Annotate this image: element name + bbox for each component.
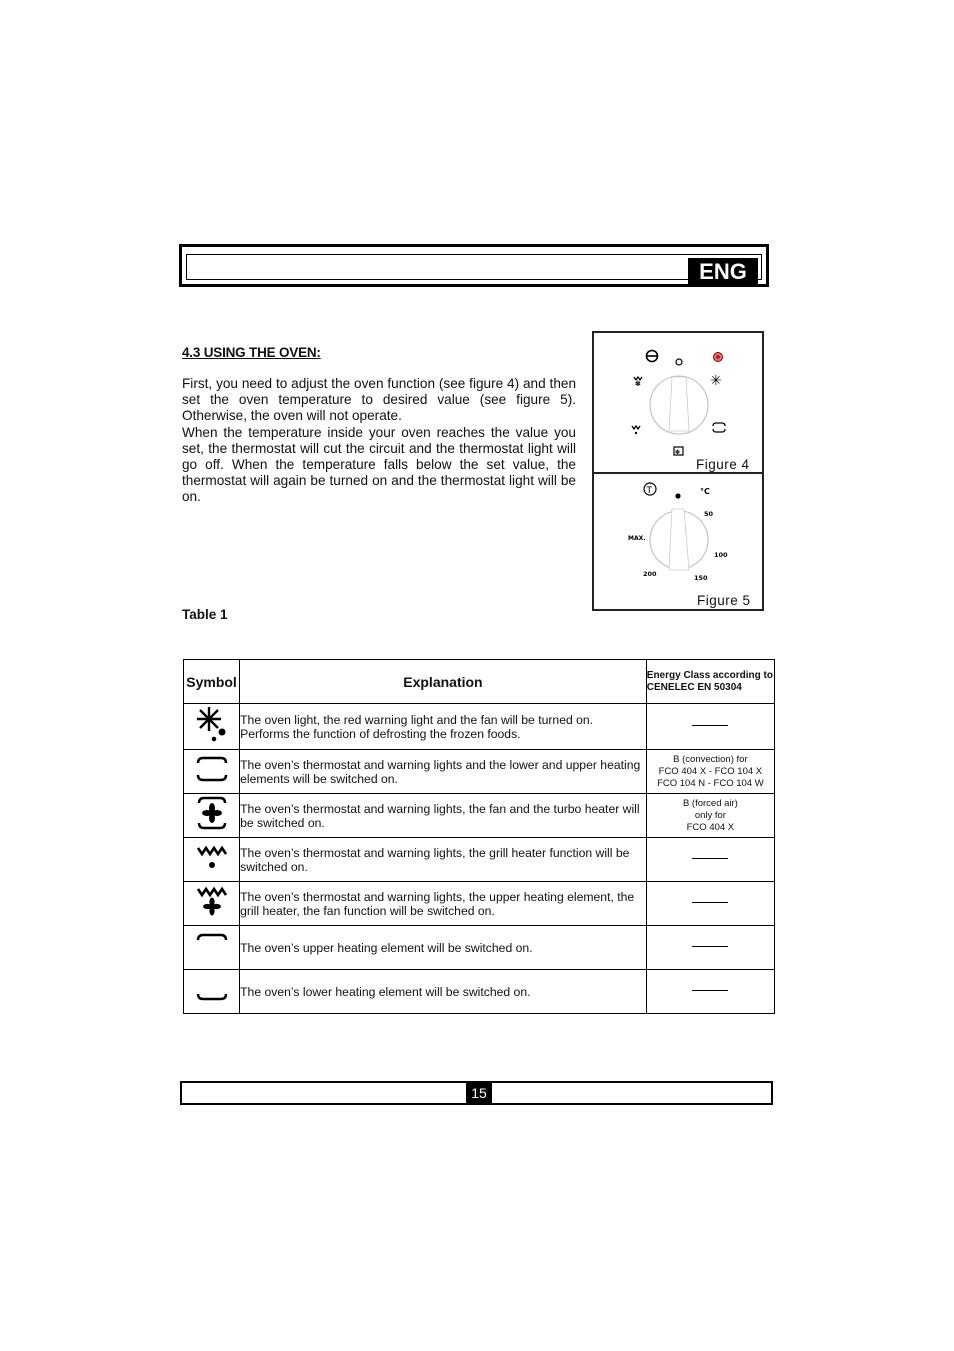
defrost-fan-icon xyxy=(194,704,230,744)
energy-line: B (forced air) xyxy=(682,797,738,809)
header-bar xyxy=(179,244,769,287)
light-off-icon xyxy=(647,351,658,362)
warning-light-icon xyxy=(714,353,723,362)
explanation-cell: The oven’s thermostat and warning lights, the upper heating element, the grill heater, the fan function will be switched on. xyxy=(240,882,647,926)
empty-dash xyxy=(692,858,728,859)
section-body xyxy=(182,376,576,506)
explanation-cell: The oven’s thermostat and warning lights, the fan and the turbo heater will be switched on. xyxy=(240,794,647,838)
energy-cell xyxy=(646,970,774,1014)
symbol-cell xyxy=(184,704,240,750)
energy-cell xyxy=(646,926,774,970)
header-symbol: Symbol xyxy=(184,660,240,704)
lower-heat-icon xyxy=(194,988,230,1008)
tick-100: 100 xyxy=(714,551,728,559)
header-energy-line2: CENELEC EN 50304 xyxy=(646,681,742,693)
empty-dash xyxy=(692,725,728,726)
energy-cell xyxy=(646,838,774,882)
svg-text:T: T xyxy=(646,486,652,496)
figure-4-caption: Figure 4 xyxy=(696,457,750,472)
paragraph-1: First, you need to adjust the oven function (see figure 4) and then set the oven temperature to desired value (see figure 5). Otherwise, the oven will not operate. xyxy=(182,376,576,424)
energy-line: FCO 404 X - FCO 104 X xyxy=(658,765,763,777)
table-label: Table 1 xyxy=(182,607,228,622)
explanation-cell: The oven’s lower heating element will be switched on. xyxy=(240,970,647,1014)
footer-bar xyxy=(180,1081,773,1105)
function-table xyxy=(183,659,775,1014)
explanation-cell: The oven’s thermostat and warning lights and the lower and upper heating elements will be switched on. xyxy=(240,750,647,794)
header-inner-frame xyxy=(186,254,762,284)
table-row xyxy=(184,838,775,882)
figure-4-function-knob xyxy=(592,331,764,475)
svg-text:✽: ✽ xyxy=(635,380,641,388)
grill-icon xyxy=(194,842,230,872)
upper-lower-heat-icon xyxy=(194,754,230,784)
symbol-cell xyxy=(184,750,240,794)
empty-dash xyxy=(692,946,728,947)
tick-max: MAX. xyxy=(628,535,646,542)
tick-50: 50 xyxy=(704,510,714,518)
energy-cell xyxy=(646,882,774,926)
tick-150: 150 xyxy=(694,574,708,582)
pointer-dot-icon xyxy=(675,493,680,498)
table-row xyxy=(184,794,775,838)
energy-line: B (convection) for xyxy=(673,753,748,765)
energy-line: FCO 404 X xyxy=(686,821,735,833)
table-row xyxy=(184,926,775,970)
header-energy-line1: Energy Class according to xyxy=(646,669,773,681)
explanation-cell: The oven’s thermostat and warning lights, the grill heater function will be switched on. xyxy=(240,838,647,882)
defrost-small-icon: ✳ xyxy=(710,373,722,389)
paragraph-2: When the temperature inside your oven reaches the value you set, the thermostat will cut the circuit and the thermostat light will go off. When the temperature falls below the set value, the thermostat will again be turned on and the thermostat light will be on. xyxy=(182,424,576,505)
table-header-row xyxy=(184,660,775,704)
energy-cell xyxy=(646,794,774,838)
grill-small-icon xyxy=(632,426,640,434)
header-explanation: Explanation xyxy=(240,660,647,704)
symbol-cell xyxy=(184,838,240,882)
turbo-small-icon xyxy=(674,447,683,456)
tick-200: 200 xyxy=(643,570,657,578)
section-title: 4.3 USING THE OVEN: xyxy=(182,345,321,360)
energy-line: only for xyxy=(694,809,726,821)
explanation-cell: The oven’s upper heating element will be switched on. xyxy=(240,926,647,970)
symbol-cell xyxy=(184,926,240,970)
language-badge: ENG xyxy=(688,258,758,286)
symbol-cell xyxy=(184,970,240,1014)
explanation-cell: The oven light, the red warning light and the fan will be turned on. Performs the function of defrosting the frozen foods. xyxy=(240,704,647,750)
function-knob-drawing xyxy=(594,333,762,473)
symbol-cell xyxy=(184,794,240,838)
empty-dash xyxy=(692,990,728,991)
table-row xyxy=(184,750,775,794)
upper-heat-icon xyxy=(194,926,230,946)
turbo-fan-icon xyxy=(194,795,230,831)
upper-lower-small-icon xyxy=(713,423,725,432)
table-row xyxy=(184,970,775,1014)
figure-5-thermostat-knob xyxy=(592,472,764,611)
energy-cell xyxy=(646,704,774,750)
svg-text:✽: ✽ xyxy=(675,449,681,456)
grill-fan-small-icon xyxy=(634,377,642,388)
off-mark-icon xyxy=(676,359,682,365)
thermostat-knob-drawing xyxy=(594,474,762,609)
symbol-cell xyxy=(184,882,240,926)
header-energy xyxy=(646,660,774,704)
energy-cell xyxy=(646,750,774,794)
unit-label: °C xyxy=(700,487,710,496)
table-row xyxy=(184,704,775,750)
grill-fan-icon xyxy=(194,884,230,918)
figure-5-caption: Figure 5 xyxy=(697,593,751,608)
page-number: 15 xyxy=(466,1083,492,1103)
table-row xyxy=(184,882,775,926)
thermostat-icon xyxy=(644,483,656,496)
energy-line: FCO 104 N - FCO 104 W xyxy=(657,777,764,789)
empty-dash xyxy=(692,902,728,903)
